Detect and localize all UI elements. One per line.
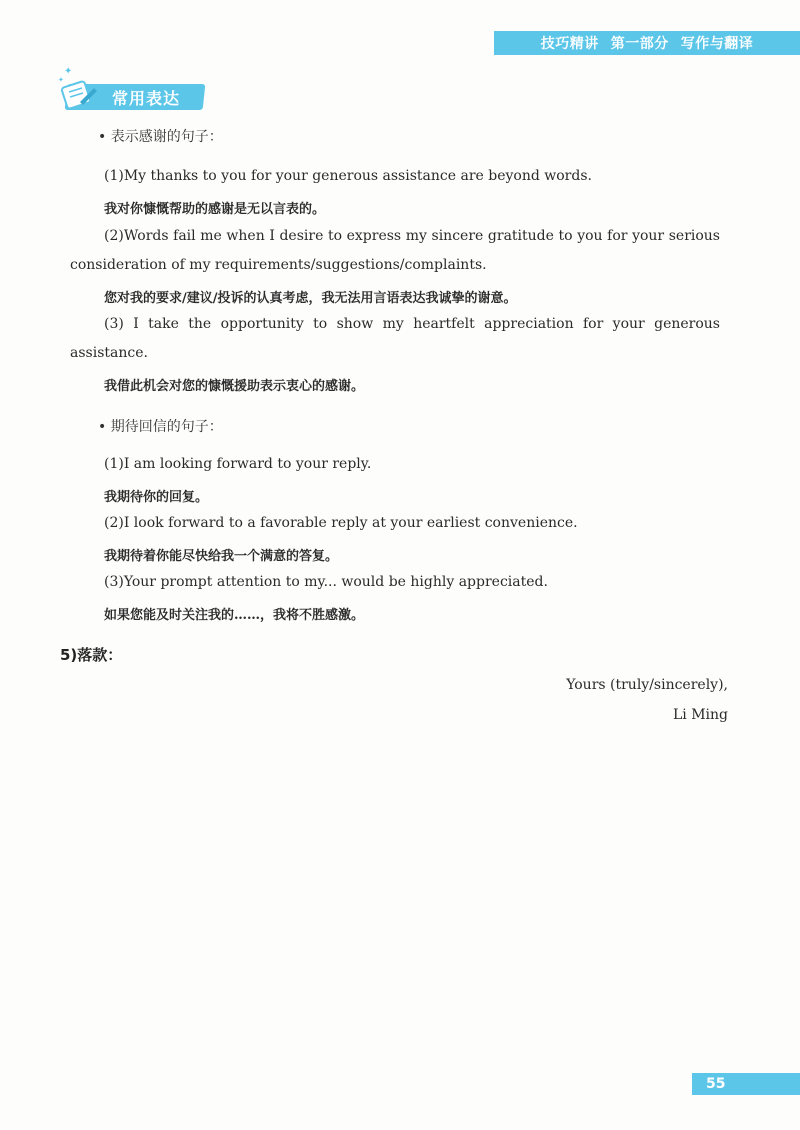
thanks-sentence-2-zh: 您对我的要求/建议/投诉的认真考虑，我无法用言语表达我诚挚的谢意。 [104,291,517,306]
sparkle-icon: ✦ [64,66,73,77]
reply-sentence-1-zh: 我期待你的回复。 [104,490,209,505]
header-part3: 写作与翻译 [680,36,754,52]
closing-line-1: Yours (truly/sincerely), [566,677,728,693]
thanks-sentence-2-en-b: consideration of my requirements/suggestions/complaints. [70,257,487,273]
header-part2: 第一部分 [610,36,669,52]
page-number: 55 [692,1073,800,1095]
reply-heading: • 期待回信的句子： [98,419,223,435]
thanks-sentence-1-zh: 我对你慷慨帮助的感谢是无以言表的。 [104,202,326,217]
running-header [494,31,800,55]
thanks-heading: • 表示感谢的句子： [98,129,223,145]
reply-sentence-3-zh: 如果您能及时关注我的……，我将不胜感激。 [104,608,365,623]
thanks-sentence-3-en-a: (3) I take the opportunity to show my heartfelt appreciation for your generous [104,316,720,332]
pencil-note-icon [60,78,100,112]
section-badge [58,66,206,110]
reply-sentence-3-en: (3)Your prompt attention to my... would be highly appreciated. [104,574,548,590]
closing-signature: Li Ming [672,707,728,723]
closing-section-title: 5)落款： [60,646,123,664]
header-part1: 技巧精讲 [540,36,599,52]
section-badge-label: 常用表达 [112,89,181,108]
sparkle-icon: ✦ [58,76,64,84]
reply-sentence-2-zh: 我期待着你能尽快给我一个满意的答复。 [104,549,339,564]
thanks-sentence-2-en-a: (2)Words fail me when I desire to express my sincere gratitude to you for your serious [104,228,720,244]
reply-sentence-2-en: (2)I look forward to a favorable reply at your earliest convenience. [104,515,578,531]
reply-sentence-1-en: (1)I am looking forward to your reply. [104,456,372,472]
thanks-sentence-3-en-b: assistance. [70,345,148,361]
thanks-sentence-3-zh: 我借此机会对您的慷慨援助表示衷心的感谢。 [104,379,365,394]
thanks-sentence-1-en: (1)My thanks to you for your generous assistance are beyond words. [104,168,592,184]
